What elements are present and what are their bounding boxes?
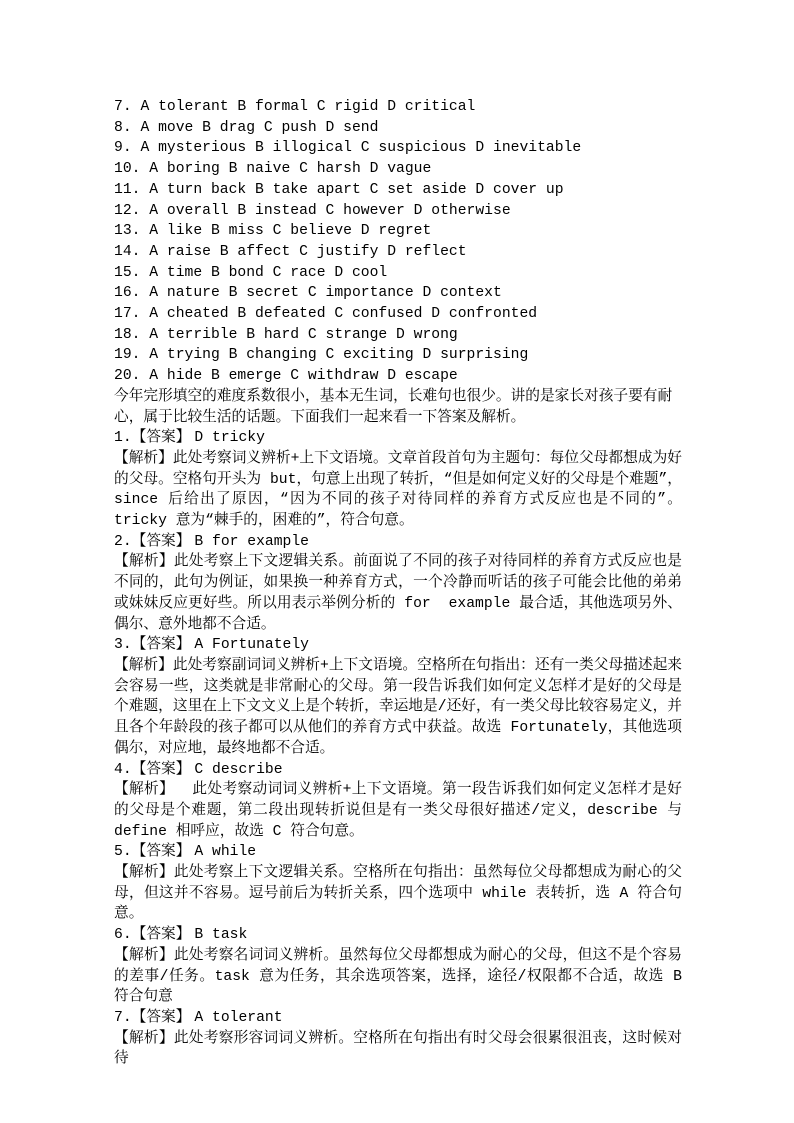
- analysis-label: 【解析】: [114, 865, 174, 882]
- analysis-text: 此处考察词义辨析+上下文语境。文章首段首句为主题句：每位父母都想成为好的父母。空格句开头为 but，句意上出现了转折，“但是如何定义好的父母是个难题”，since 后给出了原因，“因为不同的孩子对待同样的养育方式反应也是不同的”。tricky 意为“棘手的，困难的”，符合句意。: [114, 450, 682, 530]
- answer-label: 【答案】: [131, 637, 191, 654]
- option-line-13: 13. A like B miss C believe D regret: [114, 223, 432, 240]
- analysis-paragraph: [114, 656, 682, 760]
- answer-number: 3.: [114, 637, 132, 654]
- answer-line: [114, 760, 682, 781]
- answer-line: [114, 635, 682, 656]
- analysis-text: 此处考察副词词义辨析+上下文语境。空格所在句指出：还有一类父母描述起来会容易一些，这类就是非常耐心的父母。第一段告诉我们如何定义怎样才是好的父母是个难题，这里在上下文文义上是个转折，幸运地是/还好，有一类父母比较容易定义，并且各个年龄段的孩子都可以从他们的养育方式中获益。故选 Fortunately，其他选项偶尔，对应地，最终地都不合适。: [114, 657, 682, 757]
- option-line-17: 17. A cheated B defeated C confused D confronted: [114, 306, 538, 323]
- analysis-label: 【解析】: [114, 782, 175, 799]
- analysis-paragraph: [114, 449, 682, 532]
- answer-block-3: [114, 635, 682, 759]
- analysis-text: 此处考察名词词义辨析。虽然每位父母都想成为耐心的父母，但这不是个容易的差事/任务。task 意为任务，其余选项答案，选择，途径/权限都不合适，故选 B 符合句意: [114, 947, 691, 1006]
- option-line-20: 20. A hide B emerge C withdraw D escape: [114, 368, 458, 385]
- analysis-text: 此处考察上下文逻辑关系。空格所在句指出：虽然每位父母都想成为耐心的父母，但这并不容易。逗号前后为转折关系，四个选项中 while 表转折，选 A 符合句意。: [114, 865, 682, 923]
- answer-line: [114, 925, 682, 946]
- answer-label: 【答案】: [131, 533, 191, 550]
- answer-line: [114, 842, 682, 863]
- answer-value: B task: [194, 927, 248, 944]
- answer-number: 6.: [114, 927, 132, 944]
- answer-value: A tolerant: [194, 1009, 283, 1026]
- answer-label: 【答案】: [131, 761, 191, 778]
- answer-label: 【答案】: [131, 844, 191, 861]
- option-line-14: 14. A raise B affect C justify D reflect: [114, 243, 467, 260]
- analysis-paragraph: [114, 780, 691, 842]
- analysis-paragraph: [114, 1029, 682, 1070]
- answer-block-6: [114, 925, 691, 1008]
- answer-block-2: [114, 532, 682, 636]
- analysis-text: 此处考察动词词义辨析+上下文语境。第一段告诉我们如何定义怎样才是好的父母是个难题，第二段出现转折说但是有一类父母很好描述/定义，describe 与 define 相呼应，故选 C 符合句意。: [114, 782, 691, 840]
- answer-value: D tricky: [194, 430, 265, 447]
- analysis-paragraph: [114, 946, 691, 1008]
- option-line-10: 10. A boring B naive C harsh D vague: [114, 161, 432, 178]
- answer-label: 【答案】: [131, 1009, 191, 1026]
- analysis-text: 此处考察上下文逻辑关系。前面说了不同的孩子对待同样的养育方式反应也是不同的，此句为例证，如果换一种养育方式，一个冷静而听话的孩子可能会比他的弟弟或妹妹反应更好些。所以用表示举例分析的 for example 最合适，其他选项另外、偶尔、意外地都不合适。: [114, 554, 682, 633]
- option-line-8: 8. A move B drag C push D send: [114, 119, 379, 136]
- answer-label: 【答案】: [131, 430, 191, 447]
- option-line-15: 15. A time B bond C race D cool: [114, 264, 388, 281]
- answers-section: [114, 428, 691, 1070]
- option-line-7: 7. A tolerant B formal C rigid D critical: [114, 99, 476, 115]
- answer-value: B for example: [194, 533, 309, 550]
- cloze-options-section: [114, 97, 682, 387]
- analysis-label: 【解析】: [114, 554, 174, 571]
- analysis-label: 【解析】: [114, 657, 173, 674]
- answer-line: [114, 1008, 682, 1029]
- analysis-label: 【解析】: [114, 947, 174, 964]
- analysis-paragraph: [114, 552, 682, 635]
- analysis-text: 此处考察形容词词义辨析。空格所在句指出有时父母会很累很沮丧，这时候对待: [114, 1030, 682, 1068]
- answer-value: A Fortunately: [194, 637, 309, 654]
- answer-number: 2.: [114, 533, 132, 550]
- answer-block-4: [114, 760, 691, 843]
- answer-line: [114, 532, 682, 553]
- intro-paragraph: 今年完形填空的难度系数很小，基本无生词，长难句也很少。讲的是家长对孩子要有耐心，属于比较生活的话题。下面我们一起来看一下答案及解析。: [114, 388, 673, 426]
- answer-number: 4.: [114, 761, 132, 778]
- answer-number: 5.: [114, 844, 132, 861]
- answer-label: 【答案】: [131, 927, 191, 944]
- option-line-19: 19. A trying B changing C exciting D surprising: [114, 347, 529, 364]
- analysis-label: 【解析】: [114, 1030, 174, 1047]
- option-line-16: 16. A nature B secret C importance D context: [114, 285, 502, 302]
- option-line-18: 18. A terrible B hard C strange D wrong: [114, 326, 458, 343]
- analysis-paragraph: [114, 863, 682, 925]
- answer-block-7: [114, 1008, 682, 1070]
- answer-value: C describe: [194, 761, 283, 778]
- analysis-label: 【解析】: [114, 450, 173, 467]
- answer-value: A while: [194, 844, 257, 861]
- answer-block-1: [114, 428, 682, 532]
- option-line-11: 11. A turn back B take apart C set aside D cover up: [114, 181, 564, 198]
- answer-number: 7.: [114, 1009, 132, 1026]
- answer-number: 1.: [114, 430, 132, 447]
- answer-block-5: [114, 842, 682, 925]
- option-line-9: 9. A mysterious B illogical C suspicious D inevitable: [114, 140, 582, 157]
- option-line-12: 12. A overall B instead C however D otherwise: [114, 202, 511, 219]
- answer-line: [114, 428, 682, 449]
